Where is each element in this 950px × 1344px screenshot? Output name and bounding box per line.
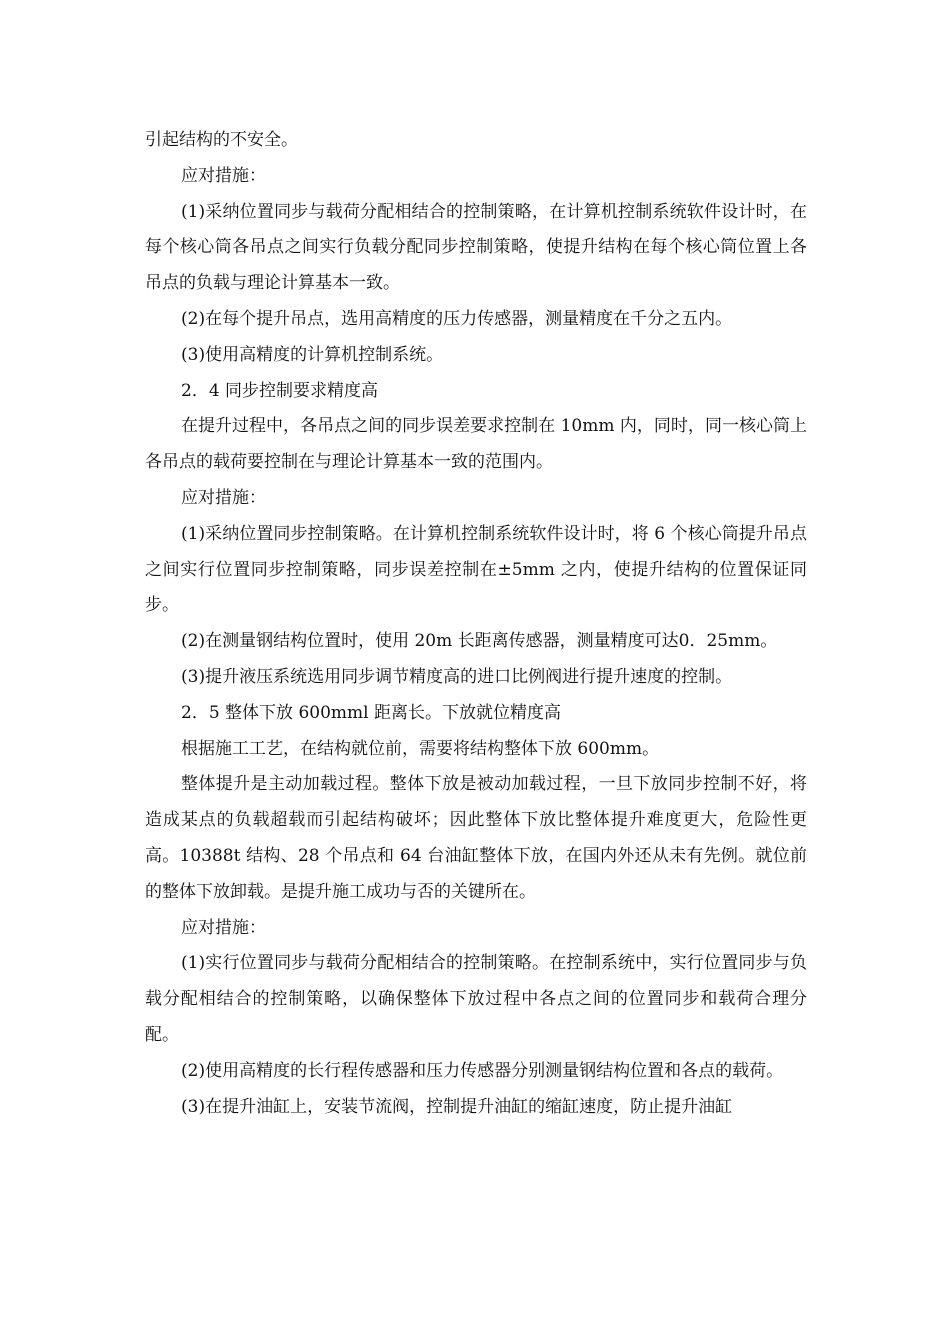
paragraph-9: (1)采纳位置同步控制策略。在计算机控制系统软件设计时，将 6 个核心筒提升吊点之间实行位置同步控制策略，同步误差控制在±5mm 之内，使提升结构的位置保证同步。	[145, 523, 807, 616]
paragraph-4: (2)在每个提升吊点，选用高精度的压力传感器，测量精度在千分之五内。	[181, 308, 733, 329]
paragraph-14: 整体提升是主动加载过程。整体下放是被动加载过程，一旦下放同步控制不好，将造成某点的负载超载而引起结构破坏；因此整体下放比整体提升难度更大，危险性更高。10388t 结构、28 个吊点和 64 台油缸整体下放，在国内外还从未有先例。就位前的整体下放卸载。是提升施工成功与否的关键所在。	[145, 774, 807, 902]
section-heading-2-4: 2．4 同步控制要求精度高	[181, 380, 379, 401]
paragraph-1: 引起结构的不安全。	[145, 130, 298, 150]
paragraph-13: 根据施工工艺，在结构就位前，需要将结构整体下放 600mm。	[181, 738, 660, 759]
paragraph-16: (1)实行位置同步与载荷分配相结合的控制策略。在控制系统中，实行位置同步与负载分配相结合的控制策略，以确保整体下放过程中各点之间的位置同步和载荷合理分配。	[145, 953, 807, 1045]
paragraph-18: (3)在提升油缸上，安装节流阀，控制提升油缸的缩缸速度，防止提升油缸	[181, 1096, 733, 1117]
paragraph-2: 应对措施：	[181, 165, 266, 186]
paragraph-11: (3)提升液压系统选用同步调节精度高的进口比例阀进行提升速度的控制。	[181, 666, 733, 687]
paragraph-15: 应对措施：	[181, 917, 266, 938]
paragraph-5: (3)使用高精度的计算机控制系统。	[181, 344, 444, 365]
paragraph-3: (1)采纳位置同步与载荷分配相结合的控制策略，在计算机控制系统软件设计时，在每个核心筒各吊点之间实行负载分配同步控制策略，使提升结构在每个核心筒位置上各吊点的负载与理论计算基本一致。	[145, 201, 807, 294]
paragraph-17: (2)使用高精度的长行程传感器和压力传感器分别测量钢结构位置和各点的载荷。	[181, 1060, 784, 1081]
paragraph-8: 应对措施：	[181, 487, 266, 508]
paragraph-7: 在提升过程中，各吊点之间的同步误差要求控制在 10mm 内，同时，同一核心筒上各吊点的载荷要控制在与理论计算基本一致的范围内。	[145, 416, 807, 473]
document-body	[145, 123, 807, 1125]
section-heading-2-5: 2．5 整体下放 600mml 距离长。下放就位精度高	[181, 702, 561, 723]
paragraph-10: (2)在测量钢结构位置时，使用 20m 长距离传感器，测量精度可达0．25mm。	[181, 631, 778, 652]
